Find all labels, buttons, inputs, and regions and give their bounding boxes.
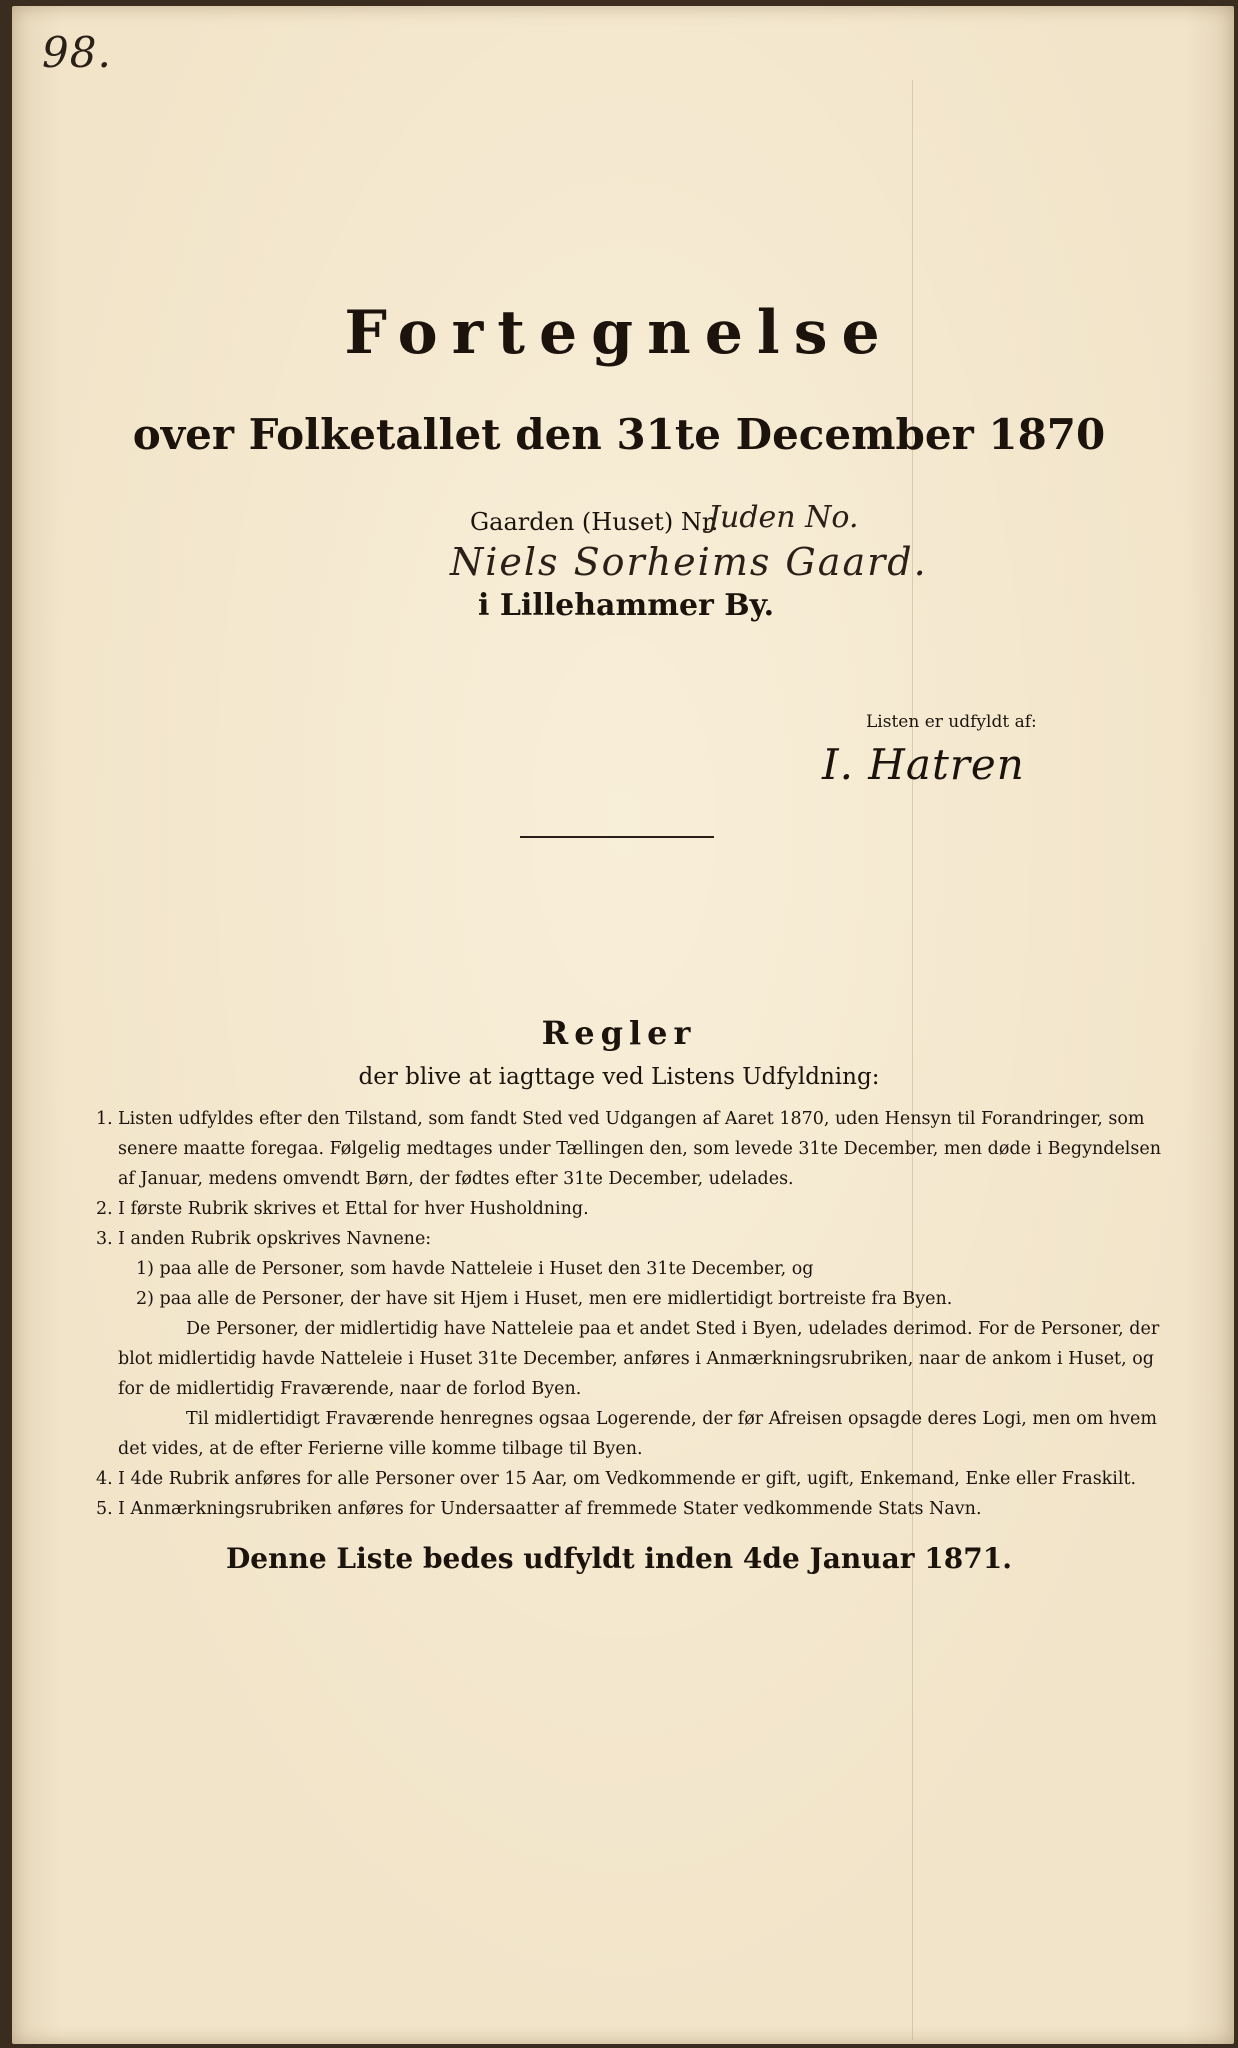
address-town: i Lillehammer By. <box>478 588 775 623</box>
address-number-handwritten: Juden No. <box>708 500 859 535</box>
rule-number: 1. <box>96 1109 113 1129</box>
rule-item-1 <box>96 1104 1164 1194</box>
rule-number: 2. <box>96 1199 113 1219</box>
rule-text: Listen udfyldes efter den Tilstand, som fandt Sted ved Udgangen af Aaret 1870, uden Hensyn til Forandringer, som senere maatte foregaa. Følgelig medtages under Tællingen den, som levede 31te December, men døde i Begyndelsen af Januar, medens omvendt Børn, der fødtes efter 31te December, udelades. <box>118 1109 1162 1189</box>
page-number-handwritten: 98. <box>42 28 112 77</box>
divider-rule <box>520 836 714 838</box>
rules-list <box>96 1104 1164 1524</box>
rules-subheading: der blive at iagttage ved Listens Udfyldning: <box>358 1064 880 1090</box>
rule-3-paragraph-2: Til midlertidigt Fraværende henregnes ogsaa Logerende, der før Afreisen opsagde deres Logi, men om hvem det vides, at de efter Ferierne ville komme tilbage til Byen. <box>118 1409 1157 1459</box>
address-name-handwritten: Niels Sorheims Gaard. <box>450 540 928 584</box>
rule-3-subitem-2: 2) paa alle de Personer, der have sit Hjem i Huset, men ere midlertidigt bortreiste fra Byen. <box>136 1289 953 1309</box>
rule-text: I 4de Rubrik anføres for alle Personer over 15 Aar, om Vedkommende er gift, ugift, Enkemand, Enke eller Fraskilt. <box>118 1469 1137 1489</box>
rule-item-3 <box>96 1224 1164 1254</box>
form-subtitle: over Folketallet den 31te December 1870 <box>132 410 1106 459</box>
rule-text: I Anmærkningsrubriken anføres for Undersaatter af fremmede Stater vedkommende Stats Navn. <box>118 1499 982 1519</box>
rule-item-5 <box>96 1494 1164 1524</box>
rule-item-4 <box>96 1464 1164 1494</box>
filled-by-signature: I. Hatren <box>822 740 1025 789</box>
rule-text: I første Rubrik skrives et Ettal for hver Husholdning. <box>118 1199 589 1219</box>
rule-item-2 <box>96 1194 1164 1224</box>
rule-number: 4. <box>96 1469 113 1489</box>
rule-3-subitem-1: 1) paa alle de Personer, som havde Natteleie i Huset den 31te December, og <box>136 1259 814 1279</box>
rule-3-paragraph-1: De Personer, der midlertidig have Natteleie paa et andet Sted i Byen, udelades derimod. For de Personer, der blot midlertidig havde Natteleie i Huset 31te December, anføres i Anmærkningsrubriken, naar de ankom i Huset, og for de midlertidig Fraværende, naar de forlod Byen. <box>118 1319 1160 1399</box>
rule-text: I anden Rubrik opskrives Navnene: <box>118 1229 432 1249</box>
paper-fold-line <box>912 80 913 2040</box>
rule-number: 5. <box>96 1499 113 1519</box>
rule-number: 3. <box>96 1229 113 1249</box>
rules-heading: Regler <box>541 1014 697 1052</box>
filled-by-label: Listen er udfyldt af: <box>866 712 1037 732</box>
address-label: Gaarden (Huset) Nr. <box>470 508 719 536</box>
form-title: Fortegnelse <box>344 298 894 368</box>
deadline-notice: Denne Liste bedes udfyldt inden 4de Januar 1871. <box>226 1542 1012 1575</box>
